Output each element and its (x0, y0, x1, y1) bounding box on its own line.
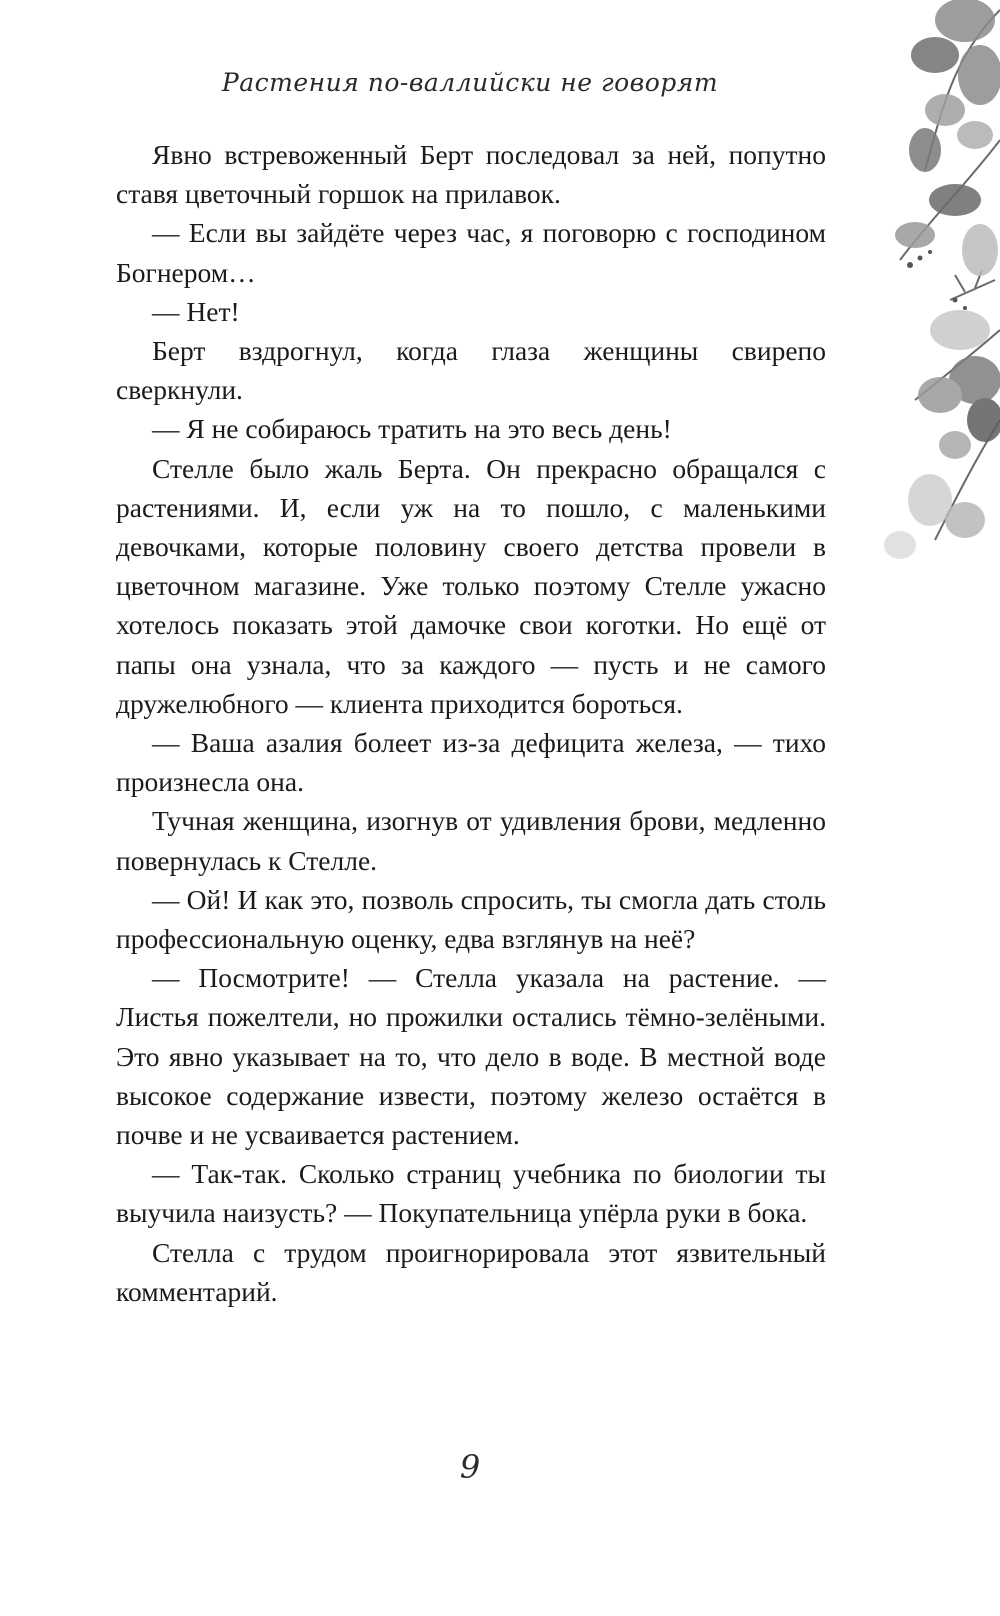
running-head: Растения по-валлийски не говорят (221, 68, 719, 97)
paragraph: Стелле было жаль Берта. Он прекрасно обращался с растениями. И, если уж на то пошло, с маленькими девочками, которые половину своего детства провели в цветочном магазине. Уже только поэтому Стелле ужасно хотелось показать этой дамочке свои коготки. Но ещё от папы она узнала, что за каждого — пусть и не самого дружелюбного — клиента приходится бороться. (116, 452, 826, 719)
paragraph: Берт вздрогнул, когда глаза женщины свирепо сверкнули. (116, 335, 826, 406)
paragraph: — Ваша азалия болеет из-за дефицита железа, — тихо произнесла она. (116, 727, 826, 798)
paragraph: Тучная женщина, изогнув от удивления брови, медленно повернулась к Стелле. (116, 805, 826, 876)
paragraph: — Если вы зайдёте через час, я поговорю с господином Богнером… (116, 217, 826, 288)
page-number: 9 (459, 1448, 481, 1486)
paragraph: Стелла с трудом проигнорировала этот язвительный комментарий. (116, 1236, 826, 1307)
paragraph: — Я не собираюсь тратить на это весь день! (152, 413, 672, 445)
paragraph: — Ой! И как это, позволь спросить, ты смогла дать столь профессиональную оценку, едва взглянув на неё? (116, 883, 826, 955)
paragraph: — Посмотрите! — Стелла указала на растение. — Листья пожелтели, но прожилки остались тёмно-зелёными. Это явно указывает на то, что дело в воде. В местной воде высокое содержание извести, поэтому железо остаётся в почве и не усваивается растением. (116, 962, 826, 1151)
paragraph: Явно встревоженный Берт последовал за ней, попутно ставя цветочный горшок на прилавок. (116, 139, 826, 210)
paragraph: — Так-так. Сколько страниц учебника по биологии ты выучила наизусть? — Покупательница упёрла руки в бока. (116, 1158, 826, 1229)
paragraph: — Нет! (152, 295, 240, 327)
body-text (116, 135, 826, 1311)
